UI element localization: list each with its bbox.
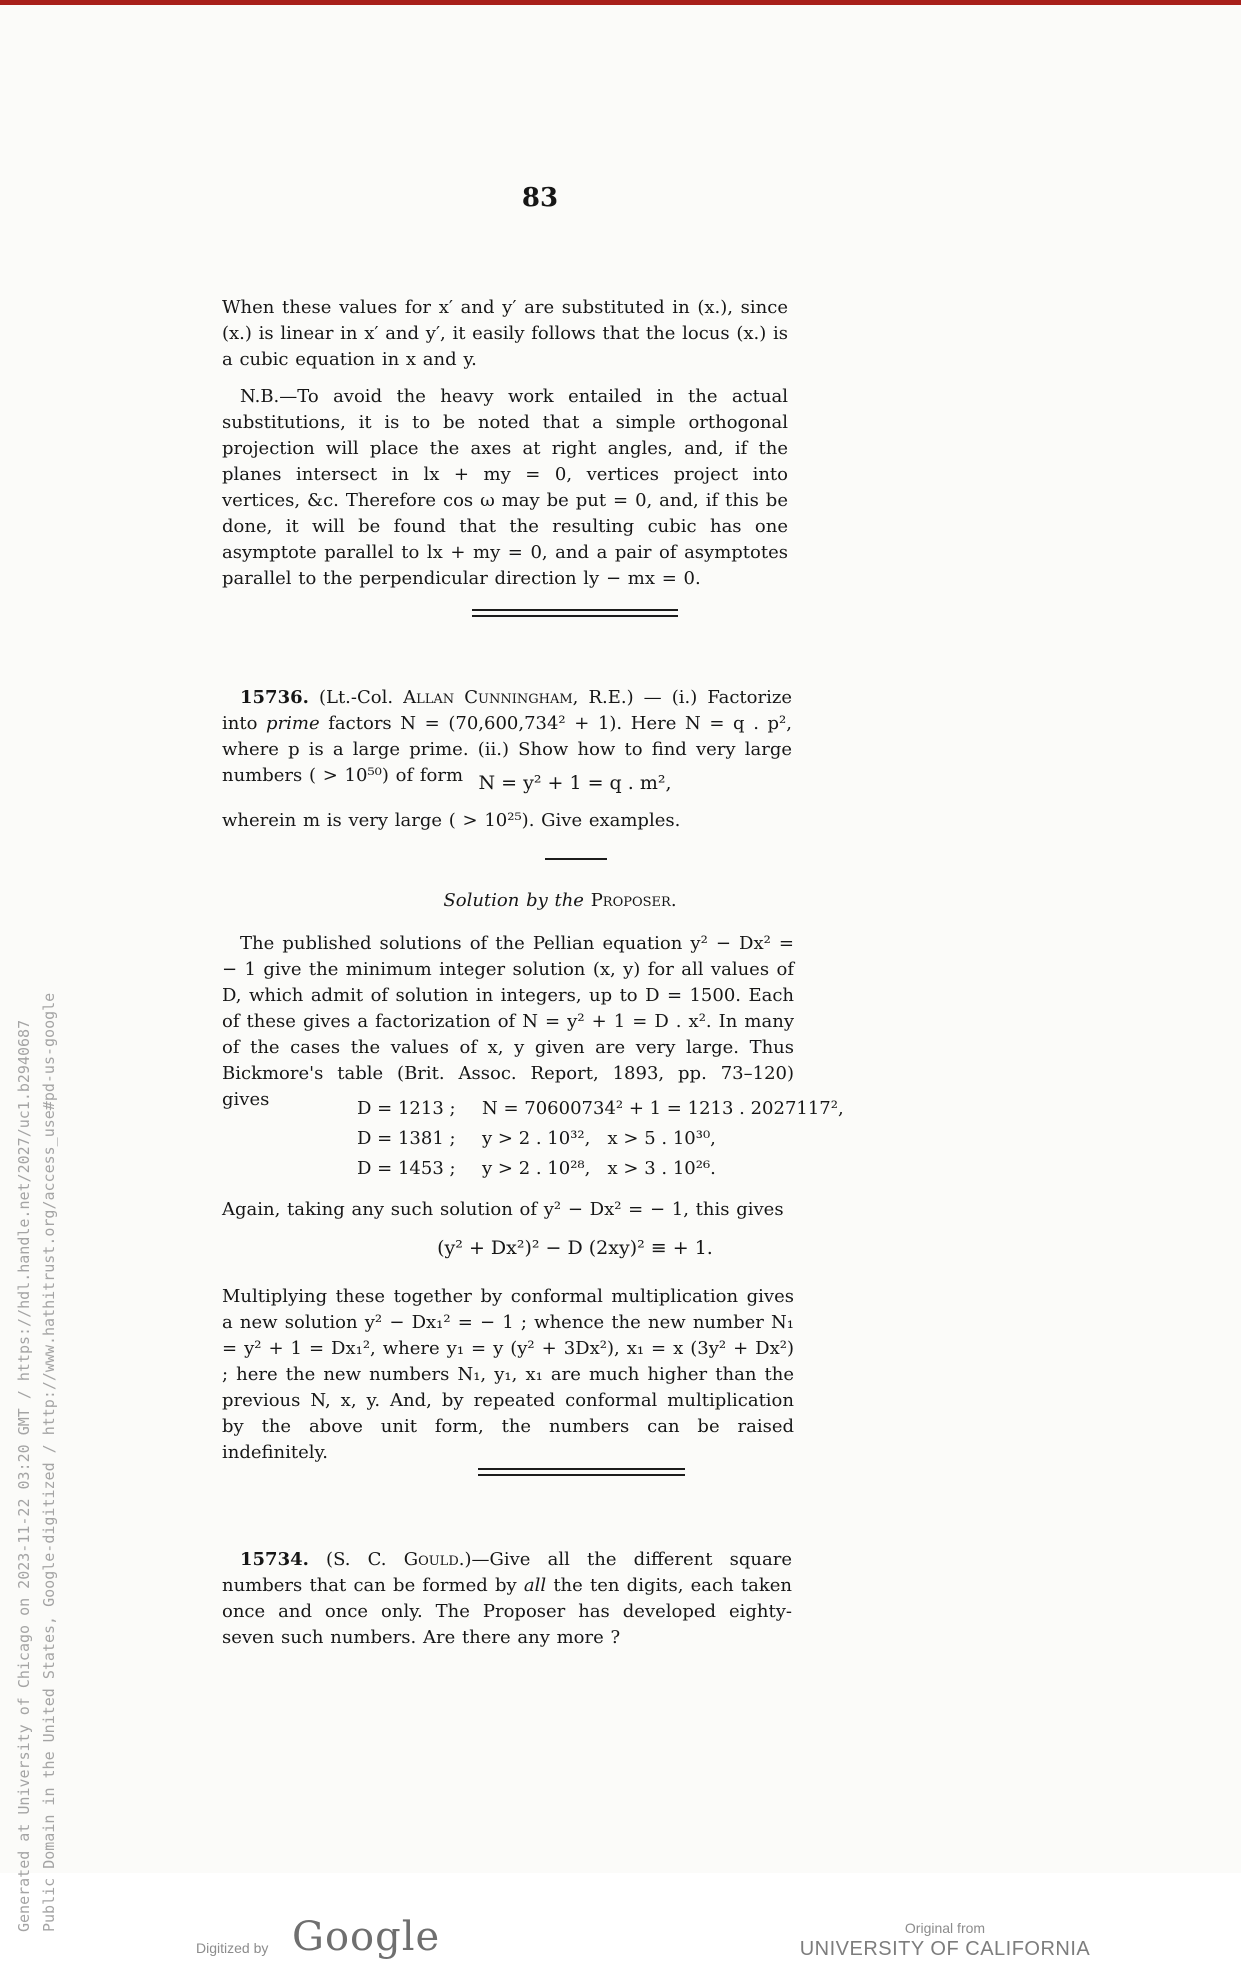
pellian-solutions-table	[357, 1098, 844, 1188]
problem-15734-number: 15734.	[240, 1549, 309, 1570]
problem-15736-author: Allan Cunningham	[403, 687, 573, 708]
table-result: y > 2 . 10²⁸, x > 3 . 10²⁶.	[482, 1158, 716, 1179]
solution-title-proposer: Proposer	[590, 890, 671, 911]
section-divider-rule	[478, 1468, 685, 1476]
problem-15736-mid: , R.E.) — (i.) Factorize into	[222, 687, 792, 734]
table-d-value: D = 1381 ;	[357, 1128, 456, 1149]
digitized-by-label: Digitized by	[196, 1940, 269, 1956]
paragraph-nb-note: N.B.—To avoid the heavy work entailed in the actual substitutions, it is to be noted that a simple orthogonal projection will place the axes at right angles, and, if the planes intersect in lx + my = 0, vertices project into vertices, &c. Therefore cos ω may be put = 0, and, if this be done, it will be found that the resulting cubic has one asymptote parallel to lx + my = 0, and a pair of asymptotes parallel to the perpendicular direction ly − mx = 0.	[222, 386, 788, 589]
equation-n-form: N = y² + 1 = q . m²,	[478, 772, 672, 794]
solution-paragraph-3: Multiplying these together by conformal multiplication gives a new solution y² − Dx₁² = − 1 ; whence the new number N₁ = y² + 1 = Dx₁², where y₁ = y (y² + 3Dx²), x₁ = x (3y² + Dx²) ; here the new numbers N₁, y₁, x₁ are much higher than the previous N, x, y. And, by repeated conformal multiplication by the above unit form, the numbers can be raised indefinitely.	[222, 1286, 794, 1463]
table-result: y > 2 . 10³², x > 5 . 10³⁰,	[482, 1128, 716, 1149]
problem-15736-rest: factors N = (70,600,734² + 1). Here N = q . p², where p is a large prime. (ii.) Show how to find very large numbers ( > 10⁵⁰) of form	[222, 713, 792, 786]
hathitrust-public-domain-stamp: Public Domain in the United States, Google-digitized / http://www.hathitrust.org/access_use#pd-us-google	[40, 992, 58, 1932]
solution-title-italic: Solution by the	[443, 890, 591, 911]
table-result: N = 70600734² + 1 = 1213 . 2027117²,	[482, 1098, 844, 1119]
paragraph-continuation: When these values for x′ and y′ are substituted in (x.), since (x.) is linear in x′ and y′, it easily follows that the locus (x.) is a cubic equation in x and y.	[222, 297, 788, 370]
short-divider-rule	[545, 858, 607, 860]
table-row	[357, 1158, 844, 1188]
table-row	[357, 1098, 844, 1128]
problem-15734-heading	[222, 1547, 792, 1651]
problem-15736-after: wherein m is very large ( > 10²⁵). Give examples.	[222, 810, 681, 831]
table-d-value: D = 1453 ;	[357, 1158, 456, 1179]
problem-15734-pre: (S. C.	[308, 1549, 404, 1570]
google-logo: Google	[292, 1914, 441, 1960]
equation-unit-form: (y² + Dx²)² − D (2xy)² ≡ + 1.	[437, 1237, 713, 1259]
solution-paragraph-2: Again, taking any such solution of y² − Dx² = − 1, this gives	[222, 1199, 784, 1220]
problem-15736-pre: (Lt.-Col.	[308, 687, 404, 708]
solution-title	[330, 888, 790, 914]
problem-15736-italic-word: prime	[266, 713, 320, 734]
institution-label: UNIVERSITY OF CALIFORNIA	[799, 1938, 1091, 1960]
page-number: 83	[521, 183, 559, 213]
hathitrust-generated-stamp: Generated at University of Chicago on 2023-11-22 03:20 GMT / https://hdl.handle.net/2027/uc1.b2940687	[15, 1019, 33, 1932]
problem-15736-number: 15736.	[240, 687, 309, 708]
table-row	[357, 1128, 844, 1158]
original-from-label: Original from	[904, 1920, 986, 1936]
problem-15734-italic-word: all	[523, 1575, 547, 1596]
problem-15734-rest1: .)—Give all the different square numbers that can be formed by	[222, 1549, 792, 1596]
solution-title-period: .	[670, 890, 677, 911]
solution-paragraph-1: The published solutions of the Pellian equation y² − Dx² = − 1 give the minimum integer solution (x, y) for all values of D, which admit of solution in integers, up to D = 1500. Each of these gives a factorization of N = y² + 1 = D . x². In many of the cases the values of x, y given are very large. Thus Bickmore's table (Brit. Assoc. Report, 1893, pp. 73–120) gives	[222, 933, 794, 1110]
table-d-value: D = 1213 ;	[357, 1098, 456, 1119]
section-divider-rule	[472, 609, 678, 617]
problem-15734-author: Gould	[403, 1549, 459, 1570]
problem-15734-rest2: the ten digits, each taken once and once only. The Proposer has developed eighty-seven such numbers. Are there any more ?	[222, 1575, 792, 1648]
